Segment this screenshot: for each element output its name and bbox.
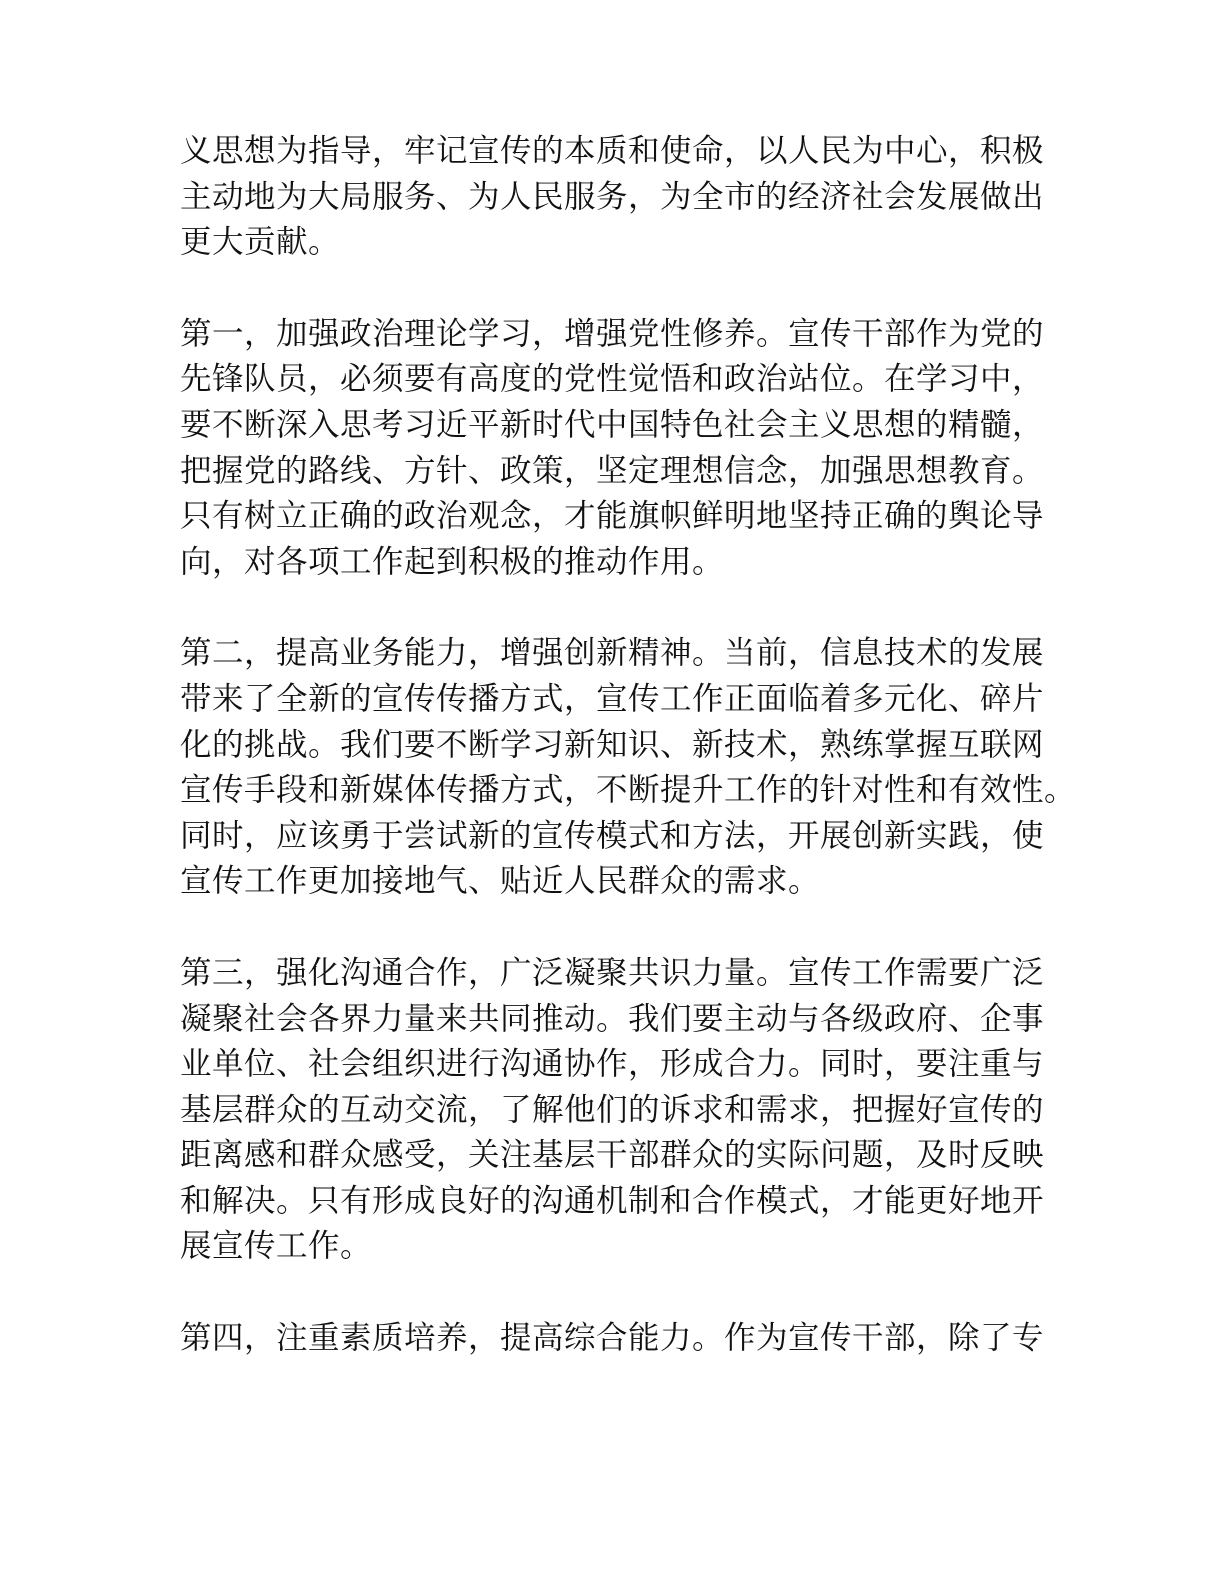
text-line: 更大贡献。 xyxy=(180,224,341,261)
paragraph-intro-continuation xyxy=(180,129,1060,266)
text-line: 要不断深入思考习近平新时代中国特色社会主义思想的精髓， xyxy=(180,406,1045,443)
text-line: 主动地为大局服务、为人民服务，为全市的经济社会发展做出 xyxy=(180,178,1045,215)
text-line: 宣传手段和新媒体传播方式，不断提升工作的针对性和有效性。 xyxy=(180,772,1077,809)
text-line: 距离感和群众感受，关注基层干部群众的实际问题，及时反映 xyxy=(180,1137,1045,1174)
text-line: 只有树立正确的政治观念，才能旗帜鲜明地坚持正确的舆论导 xyxy=(180,498,1045,535)
text-line: 基层群众的互动交流，了解他们的诉求和需求，把握好宣传的 xyxy=(180,1091,1045,1128)
text-line: 义思想为指导，牢记宣传的本质和使命，以人民为中心，积极 xyxy=(180,133,1045,169)
text-line: 向，对各项工作起到积极的推动作用。 xyxy=(180,543,725,580)
text-line: 第三，强化沟通合作，广泛凝聚共识力量。宣传工作需要广泛 xyxy=(180,954,1045,991)
text-line: 同时，应该勇于尝试新的宣传模式和方法，开展创新实践，使 xyxy=(180,817,1045,854)
text-line: 凝聚社会各界力量来共同推动。我们要主动与各级政府、企事 xyxy=(180,1000,1045,1037)
paragraph-third-point xyxy=(180,951,1060,1270)
text-line: 第四，注重素质培养，提高综合能力。作为宣传干部，除了专 xyxy=(180,1320,1045,1357)
text-line: 第二，提高业务能力，增强创新精神。当前，信息技术的发展 xyxy=(180,635,1045,672)
text-line: 和解决。只有形成良好的沟通机制和合作模式，才能更好地开 xyxy=(180,1182,1045,1219)
paragraph-first-point xyxy=(180,312,1060,586)
text-line: 带来了全新的宣传传播方式，宣传工作正面临着多元化、碎片 xyxy=(180,680,1045,717)
text-line: 业单位、社会组织进行沟通协作，形成合力。同时，要注重与 xyxy=(180,1046,1045,1083)
text-line: 宣传工作更加接地气、贴近人民群众的需求。 xyxy=(180,863,821,900)
text-line: 化的挑战。我们要不断学习新知识、新技术，熟练掌握互联网 xyxy=(180,726,1045,763)
paragraph-second-point xyxy=(180,631,1077,905)
text-line: 展宣传工作。 xyxy=(180,1228,373,1265)
document-body xyxy=(180,129,1077,1408)
text-line: 第一，加强政治理论学习，增强党性修养。宣传干部作为党的 xyxy=(180,315,1045,352)
paragraph-fourth-point xyxy=(180,1316,1060,1362)
text-line: 先锋队员，必须要有高度的党性觉悟和政治站位。在学习中， xyxy=(180,361,1045,398)
text-line: 把握党的路线、方针、政策，坚定理想信念，加强思想教育。 xyxy=(180,452,1045,489)
